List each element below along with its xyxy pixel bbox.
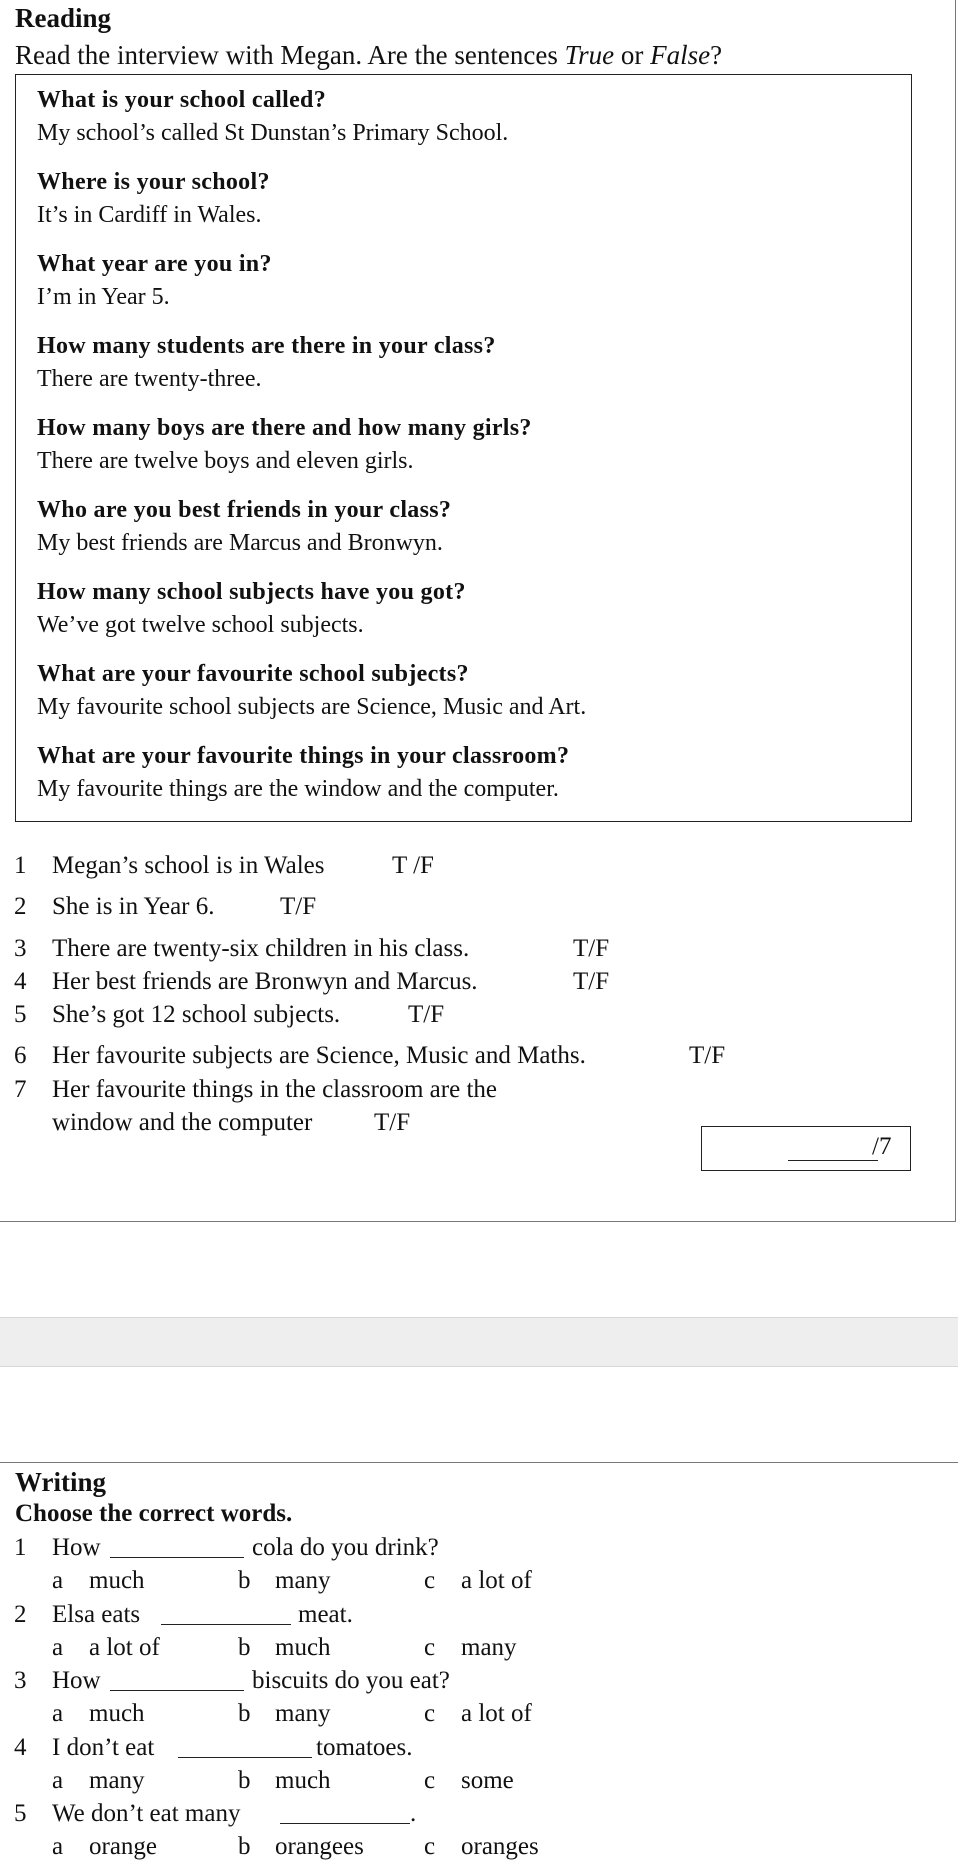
interview-question: Where is your school? <box>37 169 270 195</box>
item-text: . <box>410 1800 417 1827</box>
interview-question: What are your favourite school subjects? <box>37 661 469 687</box>
statement-text: She is in Year 6. <box>52 893 215 920</box>
option-a[interactable]: much <box>89 1567 145 1594</box>
true-false-choice[interactable]: T/F <box>689 1042 726 1069</box>
interview-answer: My favourite things are the window and the computer. <box>37 776 559 802</box>
statement-text: She’s got 12 school subjects. <box>52 1001 341 1028</box>
item-number: 5 <box>14 1800 27 1827</box>
interview-item <box>37 166 270 232</box>
page-separator <box>0 1317 958 1367</box>
answer-blank[interactable] <box>110 1537 244 1558</box>
statement-number: 7 <box>14 1076 27 1103</box>
interview-answer: My favourite school subjects are Science, Music and Art. <box>37 694 587 720</box>
writing-page <box>0 1462 958 1876</box>
option-letter: a <box>52 1634 64 1661</box>
option-letter: a <box>52 1833 64 1860</box>
interview-box <box>15 74 912 822</box>
statement-number: 5 <box>14 1001 27 1028</box>
interview-item <box>37 576 466 642</box>
statement-text: Her favourite things in the classroom are the <box>52 1076 497 1103</box>
interview-item <box>37 330 496 396</box>
interview-question: How many school subjects have you got? <box>37 579 466 605</box>
reading-heading: Reading <box>15 3 112 33</box>
statement-number: 2 <box>14 893 27 920</box>
interview-item <box>37 494 451 560</box>
option-letter: b <box>238 1634 251 1661</box>
true-false-choice[interactable]: T/F <box>408 1001 445 1028</box>
interview-answer: My school’s called St Dunstan’s Primary School. <box>37 120 509 146</box>
option-b[interactable]: much <box>275 1767 331 1794</box>
true-false-choice[interactable]: T /F <box>392 852 434 879</box>
interview-answer: It’s in Cardiff in Wales. <box>37 202 262 228</box>
option-b[interactable]: many <box>275 1700 331 1727</box>
item-text: I don’t eat <box>52 1734 155 1761</box>
option-b[interactable]: orangees <box>275 1833 364 1860</box>
interview-item <box>37 84 508 150</box>
true-false-choice[interactable]: T/F <box>573 935 610 962</box>
option-letter: a <box>52 1700 64 1727</box>
item-number: 1 <box>14 1534 27 1561</box>
option-letter: c <box>424 1767 436 1794</box>
interview-item <box>37 412 532 478</box>
option-letter: c <box>424 1567 436 1594</box>
answer-blank[interactable] <box>280 1803 410 1824</box>
option-letter: b <box>238 1567 251 1594</box>
item-text: How <box>52 1534 101 1561</box>
interview-answer: My best friends are Marcus and Bronwyn. <box>37 530 443 556</box>
item-text: Elsa eats <box>52 1601 141 1628</box>
score-box <box>701 1126 911 1171</box>
statement-text: There are twenty-six children in his class. <box>52 935 470 962</box>
answer-blank[interactable] <box>178 1737 312 1758</box>
instruction-true: True <box>564 40 615 70</box>
option-c[interactable]: a lot of <box>461 1567 532 1594</box>
statement-number: 4 <box>14 968 27 995</box>
instruction-end: ? <box>710 40 723 70</box>
interview-item <box>37 658 586 724</box>
option-letter: b <box>238 1833 251 1860</box>
option-b[interactable]: many <box>275 1567 331 1594</box>
answer-blank[interactable] <box>110 1670 244 1691</box>
item-number: 2 <box>14 1601 27 1628</box>
interview-answer: There are twenty-three. <box>37 366 262 392</box>
option-c[interactable]: some <box>461 1767 514 1794</box>
score-total: /7 <box>872 1133 892 1160</box>
writing-instruction: Choose the correct words. <box>15 1500 293 1527</box>
statement-text: Her best friends are Bronwyn and Marcus. <box>52 968 478 995</box>
statement-number: 1 <box>14 852 27 879</box>
option-b[interactable]: much <box>275 1634 331 1661</box>
interview-question: What is your school called? <box>37 87 327 113</box>
score-blank[interactable] <box>788 1134 878 1161</box>
reading-instruction <box>15 40 722 71</box>
option-letter: b <box>238 1767 251 1794</box>
statement-number: 6 <box>14 1042 27 1069</box>
option-letter: b <box>238 1700 251 1727</box>
option-a[interactable]: a lot of <box>89 1634 160 1661</box>
instruction-text: Read the interview with Megan. Are the sentences <box>15 40 565 70</box>
interview-question: What year are you in? <box>37 251 272 277</box>
item-text: We don’t eat many <box>52 1800 241 1827</box>
option-letter: a <box>52 1567 64 1594</box>
item-number: 4 <box>14 1734 27 1761</box>
option-c[interactable]: a lot of <box>461 1700 532 1727</box>
interview-answer: There are twelve boys and eleven girls. <box>37 448 414 474</box>
item-text: tomatoes. <box>316 1734 413 1761</box>
statement-text: Megan’s school is in Wales <box>52 852 325 879</box>
option-letter: a <box>52 1767 64 1794</box>
interview-item <box>37 248 272 314</box>
option-a[interactable]: orange <box>89 1833 158 1860</box>
option-a[interactable]: many <box>89 1767 145 1794</box>
true-false-choice[interactable]: T/F <box>374 1109 411 1136</box>
item-text: cola do you drink? <box>252 1534 439 1561</box>
interview-question: How many students are there in your class? <box>37 333 496 359</box>
writing-heading: Writing <box>15 1467 107 1497</box>
true-false-choice[interactable]: T/F <box>573 968 610 995</box>
option-c[interactable]: many <box>461 1634 517 1661</box>
item-text: How <box>52 1667 101 1694</box>
option-letter: c <box>424 1634 436 1661</box>
option-a[interactable]: much <box>89 1700 145 1727</box>
interview-answer: We’ve got twelve school subjects. <box>37 612 364 638</box>
statement-text: Her favourite subjects are Science, Music and Maths. <box>52 1042 586 1069</box>
answer-blank[interactable] <box>161 1604 291 1625</box>
interview-question: How many boys are there and how many girls? <box>37 415 532 441</box>
instruction-false: False <box>650 40 711 70</box>
statement-text: window and the computer <box>52 1109 313 1136</box>
statement-number: 3 <box>14 935 27 962</box>
instruction-or: or <box>614 40 651 70</box>
item-text: biscuits do you eat? <box>252 1667 450 1694</box>
option-letter: c <box>424 1700 436 1727</box>
interview-question: What are your favourite things in your classroom? <box>37 743 570 769</box>
interview-item <box>37 740 569 806</box>
true-false-choice[interactable]: T/F <box>280 893 317 920</box>
option-c[interactable]: oranges <box>461 1833 539 1860</box>
item-number: 3 <box>14 1667 27 1694</box>
interview-answer: I’m in Year 5. <box>37 284 170 310</box>
option-letter: c <box>424 1833 436 1860</box>
interview-question: Who are you best friends in your class? <box>37 497 452 523</box>
item-text: meat. <box>298 1601 353 1628</box>
